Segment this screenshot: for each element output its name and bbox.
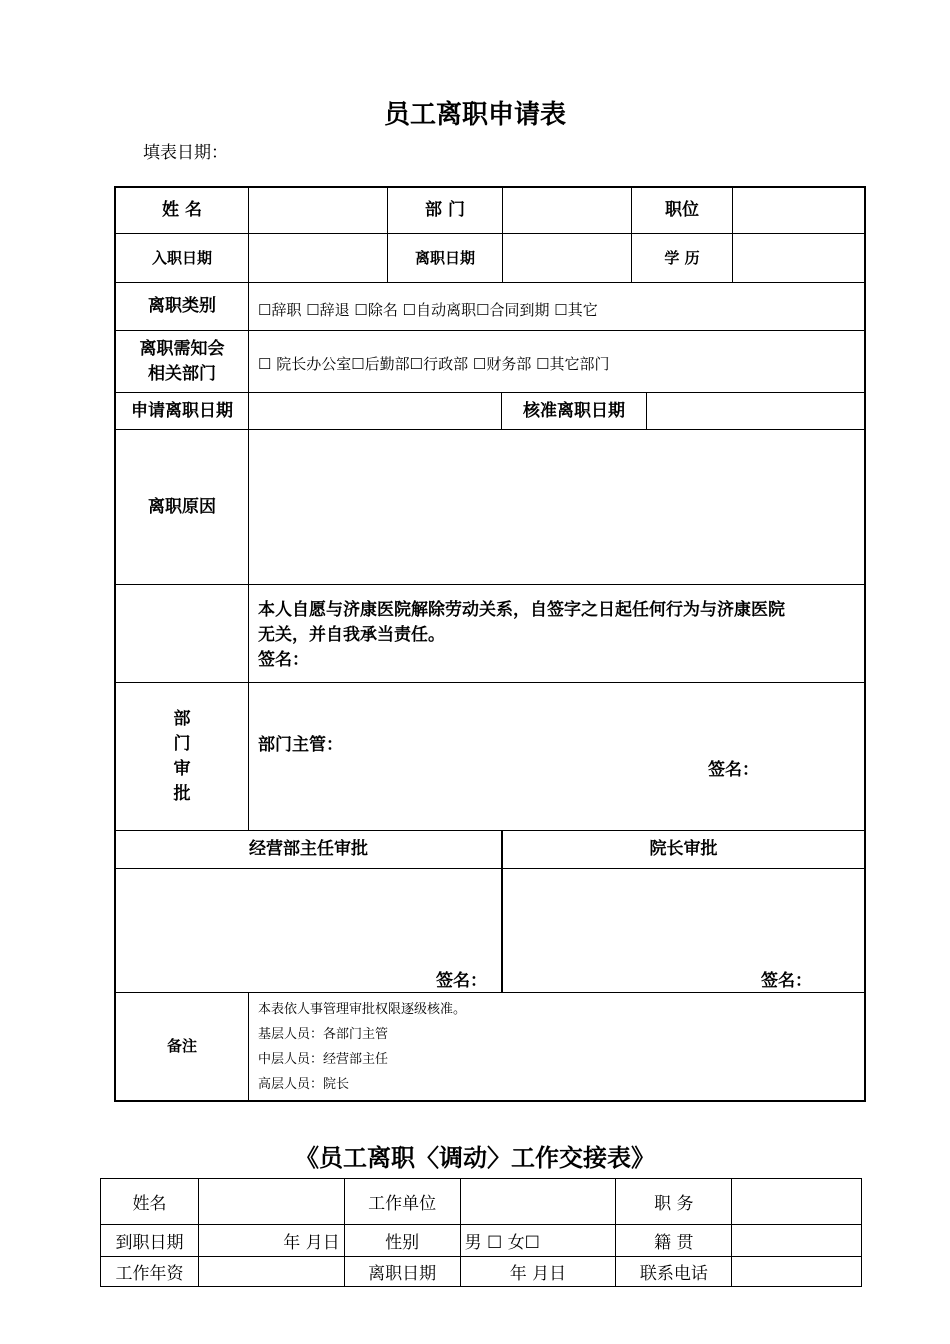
name-label: 姓 名 [162,200,202,220]
notify-label [116,331,248,392]
hire-date-label: 入职日期 [151,248,212,267]
arrival-date-value[interactable]: 年 月日 [198,1225,344,1257]
work-unit-value[interactable] [460,1179,616,1225]
ops-director-signature: 签名： [436,971,487,991]
table-row [101,1225,862,1257]
education-label: 学 历 [664,248,700,267]
dept-approval-char: 批 [173,783,191,804]
col-divider [248,188,249,830]
dept-label: 部 门 [425,200,465,220]
native-place-label: 籍 贯 [616,1225,732,1257]
handover-title: 《员工离职〈调动〉工作交接表》 [295,1144,655,1172]
native-place-value[interactable] [732,1225,862,1257]
dept-approval-char: 部 [173,708,191,729]
arrival-date-label: 到职日期 [101,1225,199,1257]
fill-date-label: 填表日期： [143,143,228,163]
notify-options[interactable]: ☐ 院长办公室☐后勤部☐行政部 ☐财务部 ☐其它部门 [258,355,610,373]
handover-name-label: 姓名 [101,1179,199,1225]
row-divider [116,868,864,869]
col-divider [248,992,249,1100]
ops-director-approval-label: 经营部主任审批 [249,839,368,859]
col-divider [502,188,503,282]
gender-label: 性别 [344,1225,460,1257]
remarks-line: 高层人员：院长 [258,1077,350,1092]
leave-date-label: 离职日期 [414,248,475,267]
dept-approval-char: 门 [173,733,191,754]
work-unit-label: 工作单位 [344,1179,460,1225]
approve-date-label: 核准离职日期 [523,400,625,421]
dept-approval-label [116,683,248,830]
resignation-form [114,186,866,1102]
gender-options[interactable]: 男 ☐ 女☐ [460,1225,616,1257]
remarks-line: 基层人员：各部门主管 [258,1027,389,1042]
notify-label-line1: 离职需知会 [139,338,225,359]
duty-value[interactable] [732,1179,862,1225]
dept-supervisor-label: 部门主管： [258,735,343,755]
position-label: 职位 [665,200,699,220]
declaration-line2: 无关，并自我承当责任。 [258,625,445,645]
handover-leave-date-label: 离职日期 [344,1257,460,1287]
remarks-label: 备注 [166,1037,197,1055]
table-row [101,1257,862,1287]
duty-label: 职 务 [616,1179,732,1225]
declaration-line1: 本人自愿与济康医院解除劳动关系，自签字之日起任何行为与济康医院 [258,600,785,620]
dept-approval-signature: 签名： [708,760,759,780]
handover-table [100,1178,862,1287]
notify-label-line2: 相关部门 [148,363,216,384]
remarks-line: 中层人员：经营部主任 [258,1052,389,1067]
declaration-signature: 签名： [258,650,309,670]
col-divider [646,392,647,429]
seniority-value[interactable] [198,1257,344,1287]
category-label: 离职类别 [148,296,216,316]
category-options[interactable]: ☐辞职 ☐辞退 ☐除名 ☐自动离职☐合同到期 ☐其它 [258,301,598,319]
dean-signature: 签名： [761,971,812,991]
handover-leave-date-value[interactable]: 年 月日 [460,1257,616,1287]
remarks-line: 本表依人事管理审批权限逐级核准。 [258,1002,467,1017]
seniority-label: 工作年资 [101,1257,199,1287]
row-divider [116,584,864,585]
handover-name-value[interactable] [198,1179,344,1225]
table-row [101,1179,862,1225]
col-divider [732,188,733,282]
dean-approval-label: 院长审批 [649,839,718,859]
phone-value[interactable] [732,1257,862,1287]
apply-date-label: 申请离职日期 [131,400,233,421]
reason-label: 离职原因 [148,496,216,517]
phone-label: 联系电话 [616,1257,732,1287]
form-title: 员工离职申请表 [383,100,566,130]
dept-approval-char: 审 [173,758,191,779]
